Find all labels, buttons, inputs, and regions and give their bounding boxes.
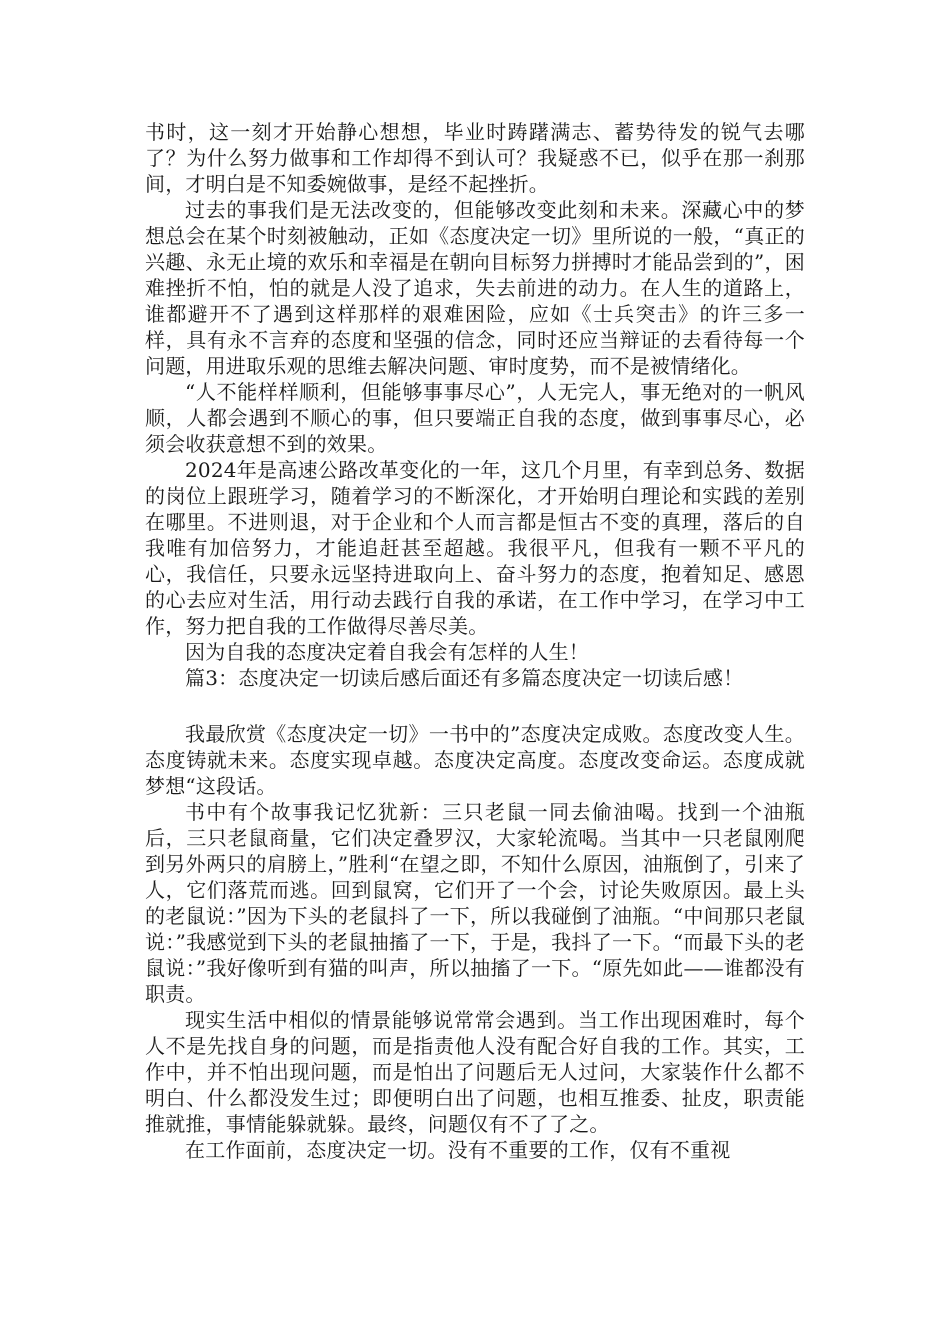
paragraph: 现实生活中相似的情景能够说常常会遇到。当工作出现困难时，每个人不是先找自身的问题，而是指责他人没有配合好自我的工作。其实，工作中，并不怕出现问题，而是怕出了问题后无人过问，大家装作什么都不明白、什么都没发生过；即便明白出了问题，也相互推委、扯皮，职责能推就推，事情能躲就躲。最终，问题仅有不了了之。: [145, 1008, 805, 1136]
paragraph: 在工作面前，态度决定一切。没有不重要的工作，仅有不重视: [185, 1138, 731, 1162]
paragraph: 书中有个故事我记忆犹新：三只老鼠一同去偷油喝。找到一个油瓶后，三只老鼠商量，它们决定叠罗汉，大家轮流喝。当其中一只老鼠刚爬到另外两只的肩膀上，”胜利“在望之即，不知什么原因，油瓶倒了，引来了人，它们落荒而逃。回到鼠窝，它们开了一个会，讨论失败原因。最上头的老鼠说：”因为下头的老鼠抖了一下，所以我碰倒了油瓶。“中间那只老鼠说：”我感觉到下头的老鼠抽搐了一下，于是，我抖了一下。“而最下头的老鼠说：”我好像听到有猫的叫声，所以抽搐了一下。“原先如此——谁都没有职责。: [145, 800, 805, 1006]
document-body: [145, 119, 805, 1163]
paragraph: 我最欣赏《态度决定一切》一书中的”态度决定成败。态度改变人生。态度铸就未来。态度实现卓越。态度决定高度。态度改变命运。态度成就梦想“这段话。: [145, 722, 805, 798]
paragraph: 过去的事我们是无法改变的，但能够改变此刻和未来。深藏心中的梦想总会在某个时刻被触动，正如《态度决定一切》里所说的一般，“真正的兴趣、永无止境的欢乐和幸福是在朝向目标努力拼搏时才能品尝到的”，困难挫折不怕，怕的就是人没了追求，失去前进的动力。在人生的道路上，谁都避开不了遇到这样那样的艰难困险，应如《士兵突击》的许三多一样，具有永不言弃的态度和坚强的信念，同时还应当辩证的去看待每一个问题，用进取乐观的思维去解决问题、审时度势，而不是被情绪化。: [145, 198, 805, 378]
paragraph: 2024年是高速公路改革变化的一年，这几个月里，有幸到总务、数据的岗位上跟班学习，随着学习的不断深化，才开始明白理论和实践的差别在哪里。不进则退，对于企业和个人而言都是恒古不变的真理，落后的自我唯有加倍努力，才能追赶甚至超越。我很平凡，但我有一颗不平凡的心，我信任，只要永远坚持进取向上、奋斗努力的态度，抱着知足、感恩的心去应对生活，用行动去践行自我的承诺，在工作中学习，在学习中工作，努力把自我的工作做得尽善尽美。: [145, 458, 805, 638]
blank-line: [145, 691, 805, 721]
section-heading: 篇3：态度决定一切读后感后面还有多篇态度决定一切读后感！: [185, 666, 744, 690]
paragraph-continued: 书时，这一刻才开始静心想想，毕业时踌躇满志、蓄势待发的锐气去哪了？为什么努力做事和工作却得不到认可？我疑惑不已，似乎在那一刹那间，才明白是不知委婉做事，是经不起挫折。: [145, 120, 805, 196]
paragraph: 因为自我的态度决定着自我会有怎样的人生！: [185, 640, 589, 664]
paragraph: “人不能样样顺利，但能够事事尽心”，人无完人，事无绝对的一帆风顺，人都会遇到不顺心的事，但只要端正自我的态度，做到事事尽心，必须会收获意想不到的效果。: [145, 380, 805, 456]
